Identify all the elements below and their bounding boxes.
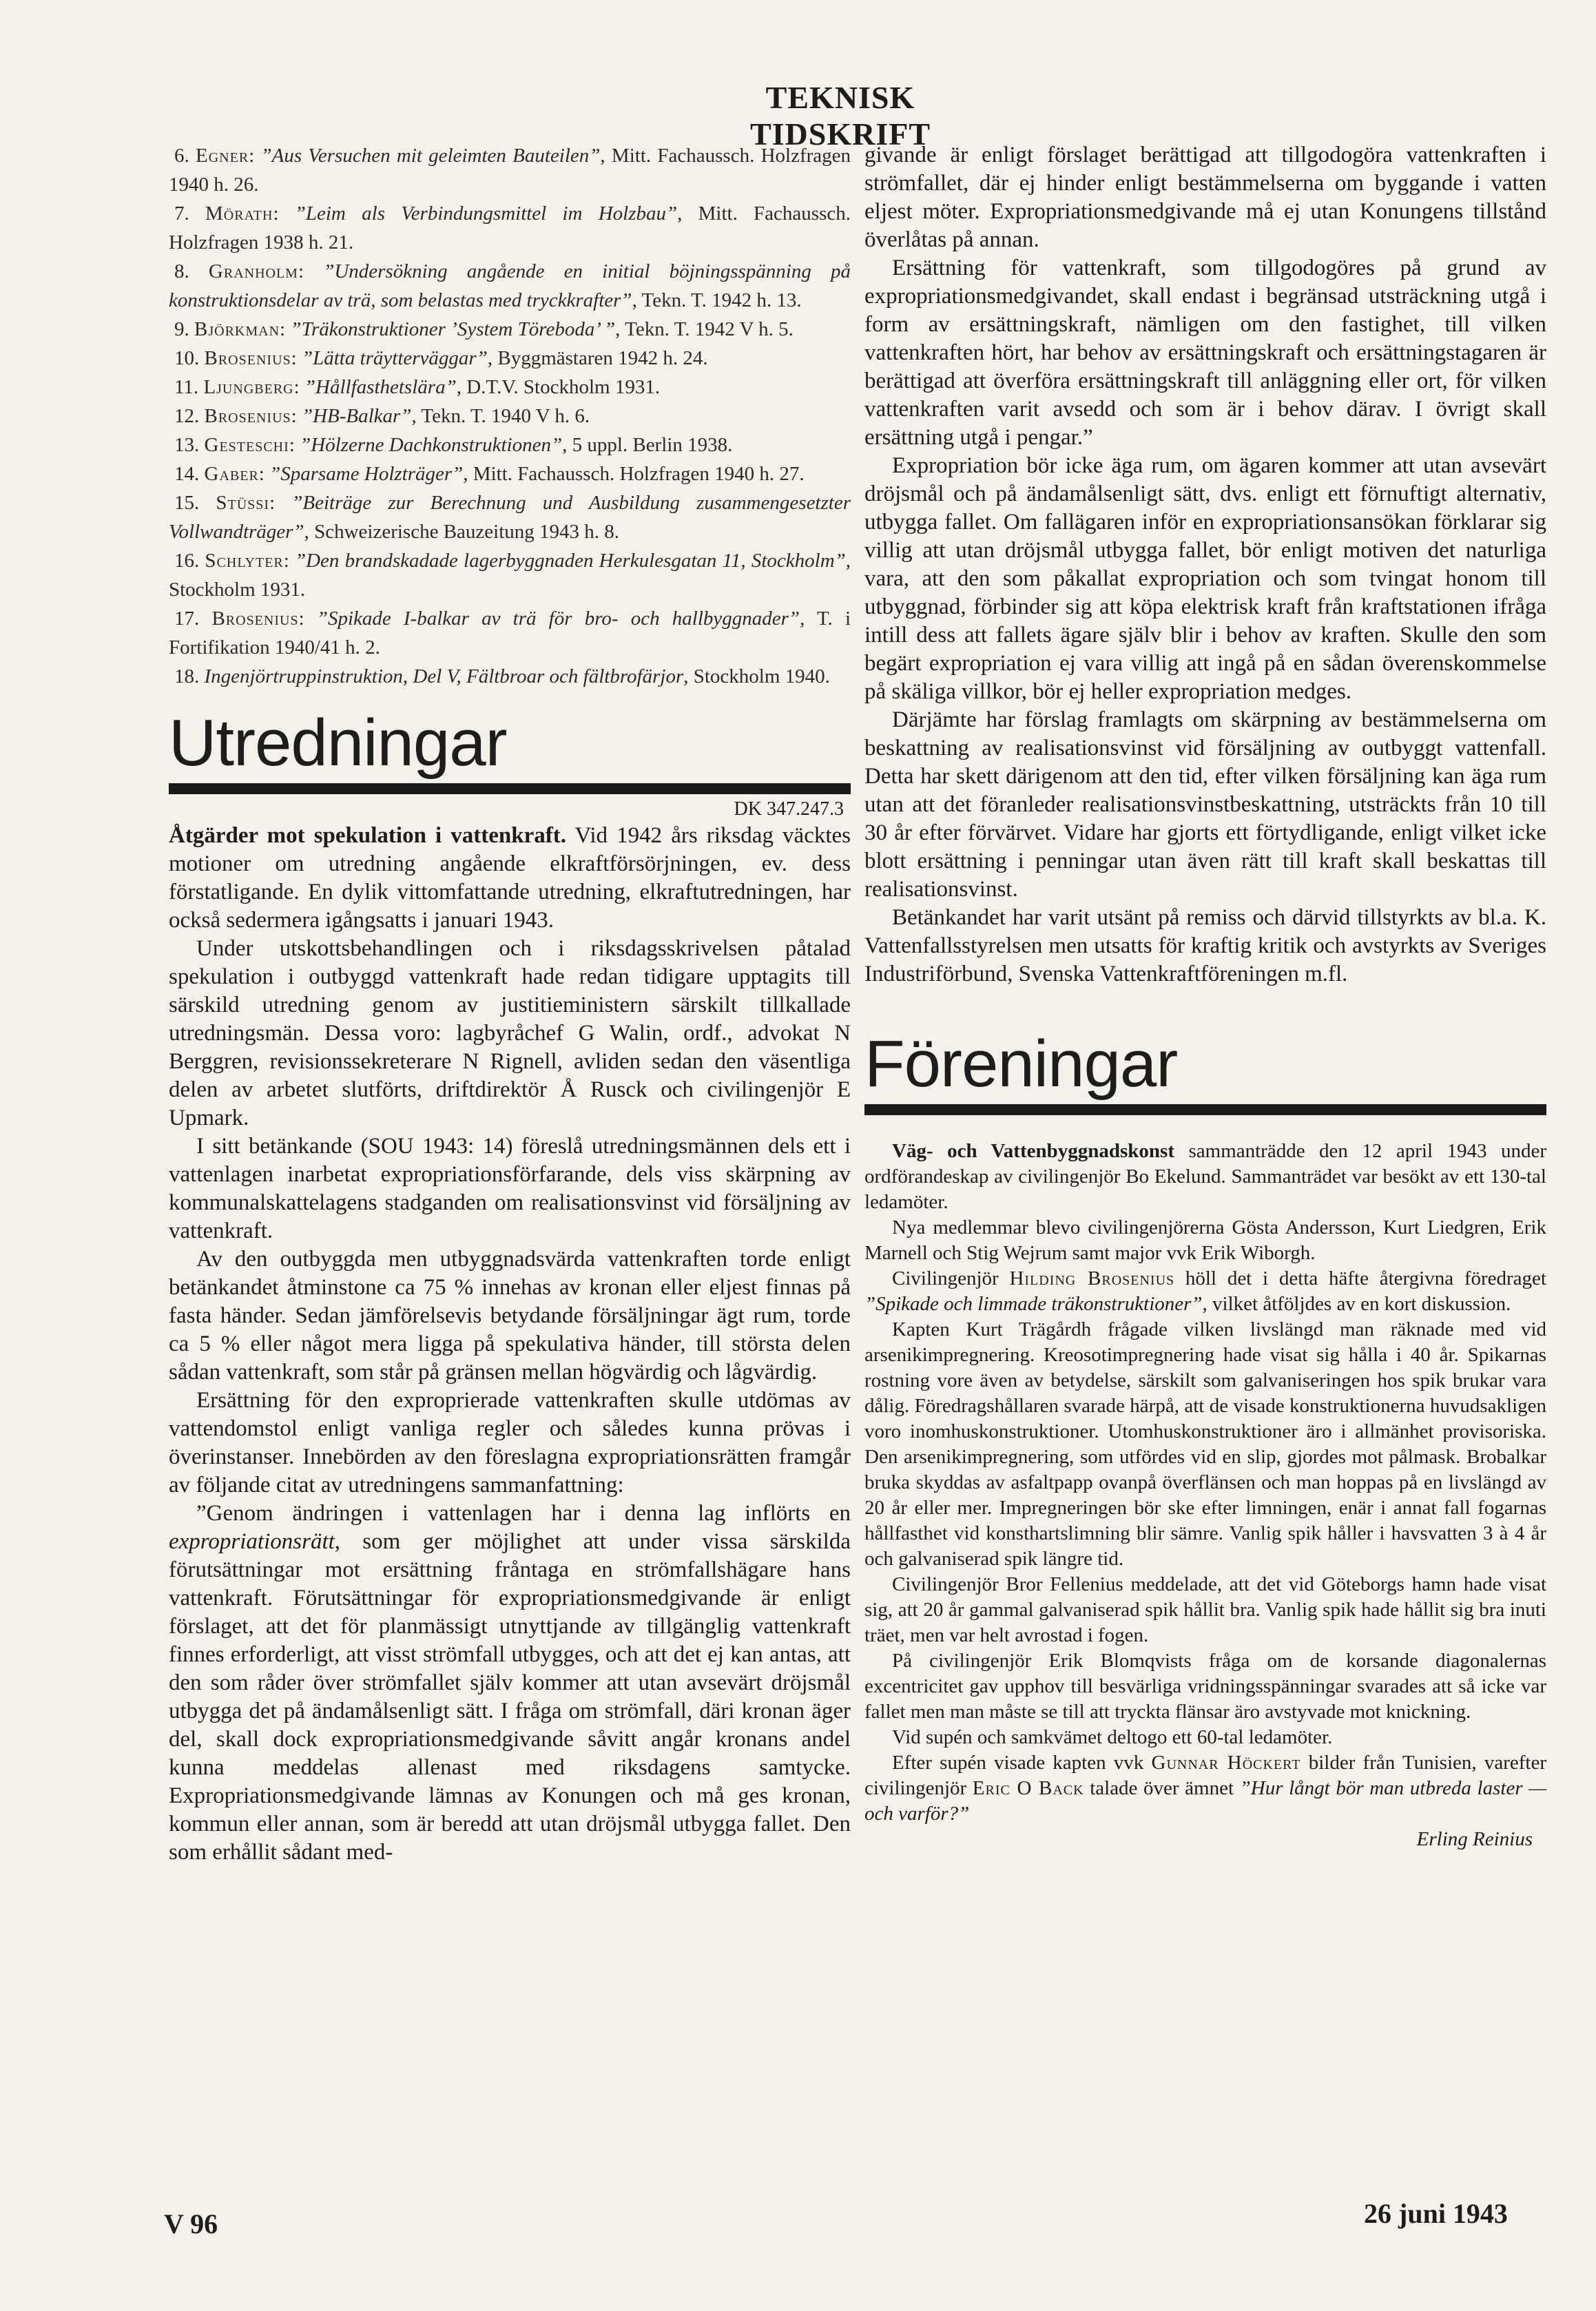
reference-title: ”Den brandskadade lagerbyggnaden Herkulesgatan 11, Stockholm” [294,550,846,572]
paragraph [864,1266,1546,1317]
reference-author: Granholm [208,260,298,282]
paragraph: Vid supén och samkvämet deltogo ett 60-tal ledamöter. [892,1726,1333,1748]
reference-title: ”Träkonstruktioner ’System Töreboda’ ” [290,318,616,340]
reference-number: 14. [174,463,200,485]
paragraph-text: höll det i detta häfte återgivna föredraget [1174,1267,1546,1289]
reference-item: 15. Stüssi: ”Beiträge zur Berechnung und Ausbildung zusammengesetzter Vollwandträger”, Schweizerische Bauzeitung 1943 h. 8. [169,492,851,543]
reference-item [169,662,851,691]
paragraph: Kapten Kurt Trägårdh frågade vilken livslängd man räknade med vid arsenikimpregnering. Kreosotimpregnering hade visat sig hålla i 40 år. Spikarnas rostning vore även av betydelse, särskilt som galvaniseringen hos spik brukar vara dålig. Föredragshållaren svarade härpå, att de visade konstruktionerna huvudsakligen voro inomhuskonstruktioner. Utomhuskonstruktioner äro i allmänhet provisoriska. Den arsenikimpregnering, som utfördes vid en slip, gjordes mot pålmask. Brobalkar bruka skyddas av asfaltpapp ovanpå överflänsen och man hoppas på en livslängd av 20 år eller mer. Impregneringen bör ske efter limningen, enär i annat fall fogarnas hållfasthet vid konsthartslimning blir sämre. Vanlig spik håller i havsvatten 3 à 4 år och galvaniserad spik längre tid. [864,1318,1546,1570]
paragraph: Under utskottsbehandlingen och i riksdagsskrivelsen påtalad spekulation i outbyggd vattenkraft hade redan tidigare upptagits till särskild utredning genom av justitieministern särskilt tillkallade utredningsmän. Dessa voro: lagbyråchef G Walin, ordf., advokat N Berggren, revisionssekreterare N Rignell, avliden sedan den väsentliga delen av arbetet slutförts, driftdirektör Å Rusck och civilingenjör E Upmark. [169,936,851,1130]
reference-source: , Stockholm 1940. [683,665,830,687]
paragraph: I sitt betänkande (SOU 1943: 14) föreslå utredningsmännen dels ett i vattenlagen inarbetat expropriationsförfarande, dels viss skärpning av kommunalskattelagens stadganden om realisationsvinst vid försäljning av vattenkraft. [169,1134,851,1243]
article-lead: Väg- och Vattenbyggnadskonst [892,1140,1174,1162]
reference-source: , Mitt. Fachaussch. Holzfragen 1938 h. 21. [169,203,851,253]
reference-item: 9. Björkman: ”Träkonstruktioner ’System Töreboda’ ”, Tekn. T. 1942 V h. 5. [174,318,794,340]
reference-source: , T. i Fortifikation 1940/41 h. 2. [169,608,851,659]
person-name: Eric O Back [972,1777,1084,1799]
paragraph [864,1139,1546,1215]
reference-title: ”Leim als Verbindungsmittel im Holzbau” [294,203,678,225]
reference-title: ”Spikade I-balkar av trä för bro- och hallbyggnader” [316,608,800,630]
section-heading-foreningar: Föreningar [864,1027,1178,1101]
reference-number: 12. [174,405,200,427]
page-number: V 96 [164,2208,218,2239]
paragraph: Ersättning för vattenkraft, som tillgodogöres på grund av expropriationsmedgivandet, skall endast i begränsad utsträckning utgå i form av ersättningskraft, nämligen om den fastighet, till vilken vattenkraften hört, har behov av ersättningskraft och ersättningstagaren är berättigad att överföra ersättningskraft till anläggning eller ort, för vilken vattenkraften varit avsedd och som är i behov därav. I övrigt skall ersättning utgå i pengar.” [864,256,1546,450]
section-rule [169,783,851,794]
quote-text: ”Genom ändringen i vattenlagen har i denna lag inflörts en [196,1501,851,1526]
reference-number: 6. [174,145,189,167]
lecture-title: ”Spikade och limmade träkonstruktioner” [864,1293,1203,1315]
reference-title: ”Sparsame Holzträger” [269,463,464,485]
reference-item: 6. Egner: ”Aus Versuchen mit geleimten Bauteilen”, Mitt. Fachaussch. Holzfragen 1940 h. 26. [169,145,851,196]
paragraph: Av den outbyggda men utbyggnadsvärda vattenkraften torde enligt betänkandet åtminstone ca 75 % innehas av kronan eller eljest finnas på fasta händer. Sedan jämförelsevis betydande försäljningar ägt rum, torde ca 5 % eller något mera ligga på spekulativa händer, till största delen sådan vattenkraft, som står på gränsen mellan högvärdig och lågvärdig. [169,1247,851,1385]
reference-author: Stüssi [216,492,270,514]
paragraph-text: sammanträdde den 12 april 1943 under ordförandeskap av civilingenjör Bo Ekelund. Sammanträdet var besökt av ett 130-tal ledamöter. [864,1140,1546,1213]
reference-number: 13. [174,434,200,456]
reference-number: 8. [174,260,189,282]
reference-source: , 5 uppl. Berlin 1938. [562,434,733,456]
reference-number: 10. [174,347,200,369]
reference-author: Brosenius [204,347,291,369]
person-name: Hilding Brosenius [1009,1267,1175,1289]
reference-source: , D.T.V. Stockholm 1931. [456,376,661,398]
reference-item: 10. Brosenius: ”Lätta träytterväggar”, Byggmästaren 1942 h. 24. [174,347,708,369]
paragraph: Civilingenjör Bror Fellenius meddelade, att det vid Göteborgs hamn hade visat sig, att 20 år gammal galvaniserad spik hållit bra. Vanlig spik hade hållit sig bra inuti träet, men var helt avrostad i fogen. [864,1573,1546,1646]
reference-author: Björkman [194,318,280,340]
quote-paragraph [169,1500,851,1867]
reference-source: , Mitt. Fachaussch. Holzfragen 1940 h. 26. [169,145,851,196]
paragraph-text: Vid 1942 års riksdag väcktes motioner om utredning angående elkraftförsörjningen, ev. dess förstatligande. En dylik vittomfattande utredning, elkraftutredningen, har också sedermera igångsatts i januari 1943. [169,823,851,933]
reference-title: ”Beiträge zur Berechnung und Ausbildung zusammengesetzter Vollwandträger” [169,492,851,543]
reference-source: , Stockholm 1931. [169,550,851,601]
reference-item: 11. Ljungberg: ”Hållfasthetslära”, D.T.V. Stockholm 1931. [174,376,661,398]
paragraph: Ersättning för den exproprierade vattenkraften skulle utdömas av vattendomstol enligt vanliga regler och således kunna prövas i överinstanser. Innebörden av den föreslagna expropriationsrätten framgår av följande citat av utredningens sammanfattning: [169,1388,851,1498]
paragraph-text: Civilingenjör [892,1267,1010,1289]
reference-item: 17. Brosenius: ”Spikade I-balkar av trä för bro- och hallbyggnader”, T. i Fortifikation 1940/41 h. 2. [169,608,851,659]
lecture-title: ”Hur långt bör man utbreda laster — och varför?” [864,1777,1546,1825]
reference-item: 16. Schlyter: ”Den brandskadade lagerbyggnaden Herkulesgatan 11, Stockholm”, Stockholm 1931. [169,550,851,601]
dk-classification: DK 347.247.3 [734,798,844,820]
reference-author: Brosenius [204,405,291,427]
reference-source: , Tekn. T. 1940 V h. 6. [411,405,590,427]
reference-title: ”Hölzerne Dachkonstruktionen” [300,434,563,456]
reference-author: Gaber [204,463,259,485]
section-rule [864,1104,1546,1115]
paragraph-text: , vilket åtföljdes av en kort diskussion. [1202,1293,1511,1315]
reference-author: Ljungberg [203,376,294,398]
reference-item: 14. Gaber: ”Sparsame Holzträger”, Mitt. Fachaussch. Holzfragen 1940 h. 27. [174,463,805,485]
reference-number: 15. [174,492,200,514]
reference-author: Egner [196,145,249,167]
reference-list [169,141,851,691]
paragraph: givande är enligt förslaget berättigad att tillgodogöra vattenkraften i strömfallet, där ej hinder enligt bestämmelserna om byggande i vatten eljest möter. Expropriationsmedgivande må ej utan Konungens tillstånd överlåtas på annan. [864,143,1546,252]
paragraph: Expropriation bör icke äga rum, om ägaren kommer att utan avsevärt dröjsmål och på ändamålsenligt sätt, dvs. enligt ett förnuftigt alternativ, utbygga fallet. Om fallägaren inför en expropriationsansökan förklarar sig villig att utan dröjsmål utbygga fallet, bör enligt motiven det naturliga vara, att den som påkallat expropriation och som tvingat honom till utbyggnad, förbinder sig att köpa elektrisk kraft från kraftstationen ifråga intill dess att fallets ägare själv blir i behov av kraften. Skulle den som begärt expropriation ej vara villig att ingå på en sådan överenskommelse på skäliga villkor, bör ej heller expropriation medges. [864,453,1546,704]
reference-item: 13. Gesteschi: ”Hölzerne Dachkonstruktionen”, 5 uppl. Berlin 1938. [174,434,733,456]
reference-source: , Tekn. T. 1942 h. 13. [632,289,802,311]
paragraph: Nya medlemmar blevo civilingenjörerna Gösta Andersson, Kurt Liedgren, Erik Marnell och Stig Wejrum samt major vvk Erik Wiborgh. [864,1216,1546,1264]
reference-number: 18. [174,665,200,687]
reference-author: Brosenius [211,608,299,630]
paragraph [864,1750,1546,1827]
paragraph-text: bilder från Tunisien, varefter civilingenjör [864,1752,1546,1799]
section-heading-utredningar: Utredningar [169,706,507,780]
person-name: Gunnar Höckert [1151,1752,1301,1774]
reference-title: ”Undersökning angående en initial böjningsspänning på konstruktionsdelar av trä, som belastas med tryckkrafter” [169,260,851,311]
reference-author: Mörath [205,203,273,225]
reference-source: , Tekn. T. 1942 V h. 5. [615,318,794,340]
quote-emphasis: expropriationsrätt [169,1529,335,1554]
paragraph-text: talade över ämnet [1084,1777,1240,1799]
left-column [169,141,851,1867]
author-signature: Erling Reinius [1416,1828,1533,1850]
reference-title: ”Aus Versuchen mit geleimten Bauteilen” [260,145,601,167]
masthead: TEKNISK TIDSKRIFT [749,80,931,152]
reference-number: 9. [174,318,189,340]
reference-title: ”HB-Balkar” [301,405,412,427]
reference-number: 7. [174,203,189,225]
issue-date: 26 juni 1943 [1364,2198,1508,2229]
reference-number: 16. [174,550,200,572]
paragraph: Därjämte har förslag framlagts om skärpning av bestämmelserna om beskattning av realisationsvinst vid försäljning av outbyggt vattenfall. Detta har skett därigenom att den tid, efter vilken försäljning kan äga rum utan att det föranleder realisationsvinstbeskattning, utsträckts från 10 till 30 år efter förvärvet. Vidare har gjorts ett förtydligande, enligt vilket icke blott ersättning i penningar utan även rätt till kraft skall beskattas till realisationsvinst. [864,707,1546,902]
reference-number: 11. [174,376,199,398]
reference-author: Schlyter [205,550,284,572]
reference-title: ”Lätta träytterväggar” [301,347,488,369]
paragraph: Betänkandet har varit utsänt på remiss och därvid tillstyrkts av bl.a. K. Vattenfallsstyrelsen men utsatts för kraftig kritik och avstyrkts av Sveriges Industriförbund, Svenska Vattenkraftföreningen m.fl. [864,905,1546,986]
article-lead: Åtgärder mot spekulation i vattenkraft. [169,823,566,848]
paragraph: På civilingenjör Erik Blomqvists fråga om de korsande diagonalernas excentricitet gav upphov till besvärliga vridningsspänningar svarades att så icke var fallet men man måste se till att tryckta flänsar äro avstyvade mot knickning. [864,1650,1546,1723]
reference-source: , Byggmästaren 1942 h. 24. [487,347,708,369]
reference-title: ”Hållfasthetslära” [304,376,457,398]
reference-item: 8. Granholm: ”Undersökning angående en initial böjningsspänning på konstruktionsdelar av trä, som belastas med tryckkrafter”, Tekn. T. 1942 h. 13. [169,260,851,311]
right-column [864,141,1546,1852]
reference-source: , Mitt. Fachaussch. Holzfragen 1940 h. 27. [463,463,805,485]
reference-source: , Schweizerische Bauzeitung 1943 h. 8. [304,521,620,543]
paragraph [169,822,851,935]
reference-item: 7. Mörath: ”Leim als Verbindungsmittel im Holzbau”, Mitt. Fachaussch. Holzfragen 1938 h. 21. [169,203,851,253]
reference-author: Gesteschi [204,434,289,456]
reference-item: 12. Brosenius: ”HB-Balkar”, Tekn. T. 1940 V h. 6. [174,405,590,427]
reference-number: 17. [174,608,200,630]
paragraph-text: Efter supén visade kapten vvk [892,1752,1152,1774]
quote-text: , som ger möjlighet att under vissa särskilda förutsättningar mot ersättning fråntaga en strömfallshägare hans vattenkraft. Förutsättningar för expropriationsmedgivande är enligt förslaget, att det för planmässigt utnyttjande av tillgänglig vattenkraft finnes erforderligt, att visst strömfall utbygges, och att det ej kan antas, att den som råder över strömfallet själv kommer att utan avsevärt dröjsmål utbygga det på ändamålsenligt sätt. I fråga om strömfall, däri kronan äger del, skall dock expropriationsmedgivande såvitt angår kronans andel kunna meddelas allenast med riksdagens samtycke. Expropriationsmedgivande lämnas av Konungen och må ges kronan, kommun eller annan, som är beredd att utan dröjsmål utbygga fallet. Den som erhållit sådant med- [169,1529,851,1865]
reference-title: Ingenjörtruppinstruktion, Del V, Fältbroar och fältbrofärjor [204,665,684,687]
